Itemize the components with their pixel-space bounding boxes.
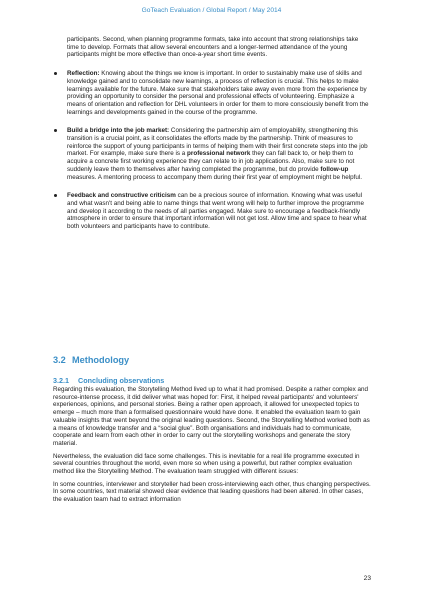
bullet-dot-icon	[54, 72, 57, 75]
section-number: 3.2	[53, 355, 66, 365]
bullet-lead: Feedback and constructive criticism	[67, 192, 176, 200]
running-header: GoTeach Evaluation / Global Report / May 2014	[141, 7, 282, 14]
bullet-job-market	[53, 127, 371, 181]
paragraph: In some countries, interviewer and storyteller had been cross-interviewing each other, thus changing perspectives. In some countries, text material showed clear evidence that leading questions had been altered. In other cases, the evaluation team had to extract information	[53, 480, 371, 504]
bullet-body: measures. A mentoring process to accompany them during their first year of employment might be helpful.	[67, 173, 363, 181]
subsection-title: Concluding observations	[78, 376, 165, 385]
bullet-body: they can fall back to, or help them to acquire a concrete first working experience they can relate to in job applications. Also, make sure to not suddenly leave them to themselves after having completed the programme, but do provide	[67, 150, 355, 173]
bullet-dot-icon	[54, 129, 57, 132]
page-number: 23	[363, 575, 371, 582]
bullet-text	[67, 127, 371, 181]
subsection-number: 3.2.1	[53, 376, 69, 385]
body-text-lower	[53, 386, 371, 509]
bullet-lead: Reflection:	[67, 70, 100, 78]
paragraph: Regarding this evaluation, the Storytelling Method lived up to what it had promised. Despite a rather complex and resource-intense process, it did deliver what was hoped for: First, it helped reveal participants' and volunteers' experiences, opinions, and personal stories. Being a rather open approach, it allowed for unexpected topics to emerge – much more than a formalised questionnaire would have done. It enabled the evaluation team to gain valuable insights that went beyond the original leading questions. Second, the Storytelling Method worked both as a means of knowledge transfer and a “social glue”. Both organisations and individuals had to communicate, cooperate and learn from each other in order to carry out the storytelling workshops and generate the story material.	[53, 386, 370, 447]
emphasis-follow-up: follow-up	[320, 165, 349, 173]
recommendation-list	[53, 70, 371, 231]
bullet-reflection	[53, 70, 371, 116]
bullet-text	[67, 70, 371, 116]
body-text-upper	[53, 36, 371, 242]
bullet-feedback	[53, 192, 371, 231]
paragraph: Nevertheless, the evaluation did face some challenges. This is inevitable for a real life programme executed in several countries throughout the world, even more so when using a powerful, but rather complex evaluation method like the Storytelling Method. The evaluation team struggled with different issues:	[53, 452, 360, 476]
bullet-body: Considering the partnership aim of employability, strengthening this transition is a crucial point, as it consolidates the efforts made by the partnership. Think of measures to reinforce the support of young participants in terms of helping them with their first concrete steps into the job market. For example, make sure there is a	[67, 127, 368, 158]
bullet-body: can be a precious source of information. Knowing what was useful and what wasn't and being able to name things that went wrong will help to further improve the programme and develop it according to the needs of all parties engaged. Make sure to encourage a feedback-friendly atmosphere in order to ensure that important information will not get lost. Allow time and space to hear what both volunteers and participants have to contribute.	[67, 192, 367, 231]
section-title: Methodology	[72, 355, 130, 365]
bullet-dot-icon	[54, 194, 57, 197]
section-heading	[53, 355, 129, 366]
bullet-lead: Build a bridge into the job market:	[67, 127, 170, 135]
bullet-body: Knowing about the things we know is important. In order to sustainably make use of skills and knowledge gained and to consolidate new learnings, a process of reflection is crucial. This helps to make learnings available for the future. Make sure that stakeholders take away even more from the experience by providing an opportunity to consider the personal and professional effects of volunteering. Emphasize a means of orientation and reflection for DHL volunteers in order for them to more consciously benefit from the learnings and developments gained in the course of the programme.	[67, 70, 369, 116]
intro-continuation-paragraph: participants. Second, when planning programme formats, take into account that strong relationships take time to develop. Formats that allow several encounters and a longer-termed attendance of the young participants might be more effective than once-a-year short time events.	[67, 36, 359, 59]
bullet-text	[67, 192, 371, 231]
emphasis-professional-network: professional network	[187, 150, 251, 158]
subsection-heading	[53, 376, 164, 385]
